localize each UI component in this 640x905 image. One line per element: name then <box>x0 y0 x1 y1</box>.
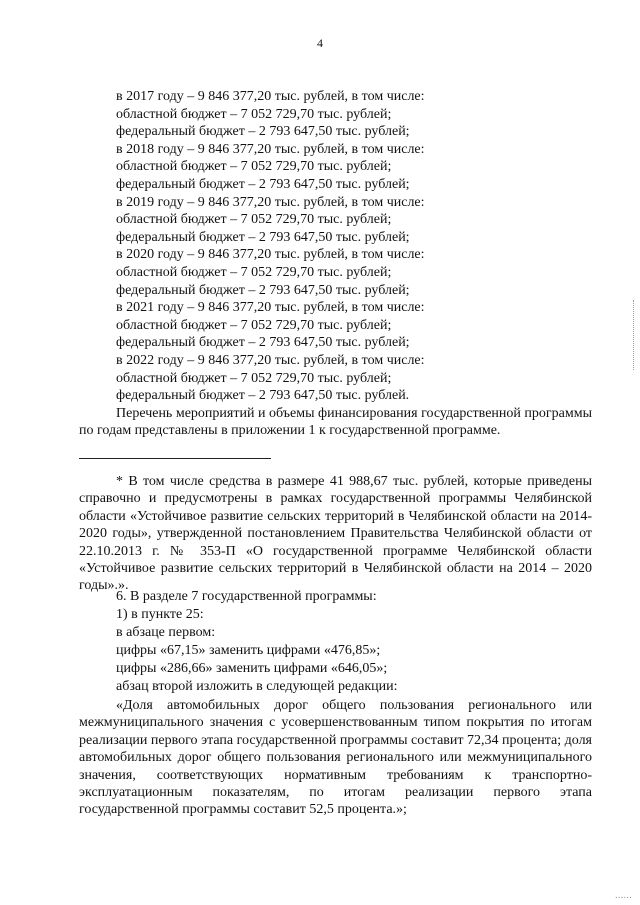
budget-line: областной бюджет – 7 052 729,70 тыс. рублей; <box>116 106 392 122</box>
list-paragraph: Перечень мероприятий и объемы финансирования государственной программы по годам представлены в приложении 1 к государственной программе. <box>79 406 592 439</box>
new-paragraph-text: «Доля автомобильных дорог общего пользования регионального или межмуниципального значения с усовершенствованным типом покрытия по итогам реализации первого этапа государственной программы составит 72,34 процента; доля автомобильных дорог общего пользования регионального или межмуниципального значения, соответствующих нормативным требованиям к транспортно-эксплуатационным показателям, по итогам реализации первого этапа государственной программы составит 52,5 процента.»; <box>79 698 592 818</box>
footnote: * В том числе средства в размере 41 988,67 тыс. рублей, которые приведены справочно и предусмотрены в рамках государственной программы Челябинской области «Устойчивое развитие сельских территорий в Челябинской области на 2014-2020 годы», утвержденной постановлением Правительства Челябинской области от 22.10.2013 г. № 353-П «О государственной программе Челябинской области «Устойчивое развитие сельских территорий в Челябинской области на 2014 – 2020 годы».». <box>79 474 592 594</box>
budget-line: областной бюджет – 7 052 729,70 тыс. рублей; <box>116 159 392 175</box>
margin-scan-mark <box>633 300 634 370</box>
budget-line: федеральный бюджет – 2 793 647,50 тыс. рублей; <box>116 176 410 192</box>
budget-breakdown <box>116 88 556 405</box>
page-number: 4 <box>317 36 323 50</box>
item-intro: 1) в пункте 25: <box>116 607 204 622</box>
corner-mark: ...... <box>614 891 632 901</box>
change-line: цифры «67,15» заменить цифрами «476,85»; <box>116 643 381 658</box>
section-intro: 6. В разделе 7 государственной программы: <box>116 589 377 604</box>
budget-line: в 2020 году – 9 846 377,20 тыс. рублей, в том числе: <box>116 247 425 263</box>
second-paragraph-intro: абзац второй изложить в следующей редакции: <box>116 679 398 694</box>
budget-line: федеральный бюджет – 2 793 647,50 тыс. рублей. <box>116 388 410 404</box>
budget-line: областной бюджет – 7 052 729,70 тыс. рублей; <box>116 370 392 386</box>
budget-line: федеральный бюджет – 2 793 647,50 тыс. рублей; <box>116 229 410 245</box>
budget-line: областной бюджет – 7 052 729,70 тыс. рублей; <box>116 212 392 228</box>
budget-line: в 2018 году – 9 846 377,20 тыс. рублей, в том числе: <box>116 141 425 157</box>
change-line: цифры «286,66» заменить цифрами «646,05»; <box>116 661 388 676</box>
budget-line: областной бюджет – 7 052 729,70 тыс. рублей; <box>116 317 392 333</box>
budget-line: в 2021 году – 9 846 377,20 тыс. рублей, в том числе: <box>116 300 425 316</box>
budget-line: федеральный бюджет – 2 793 647,50 тыс. рублей; <box>116 124 410 140</box>
first-paragraph-intro: в абзаце первом: <box>116 625 216 640</box>
footnote-divider <box>79 458 271 459</box>
budget-line: федеральный бюджет – 2 793 647,50 тыс. рублей; <box>116 335 410 351</box>
budget-line: в 2017 году – 9 846 377,20 тыс. рублей, в том числе: <box>116 89 425 104</box>
budget-line: федеральный бюджет – 2 793 647,50 тыс. рублей; <box>116 282 410 298</box>
budget-line: в 2019 году – 9 846 377,20 тыс. рублей, в том числе: <box>116 194 425 210</box>
budget-line: в 2022 году – 9 846 377,20 тыс. рублей, в том числе: <box>116 352 425 368</box>
budget-line: областной бюджет – 7 052 729,70 тыс. рублей; <box>116 264 392 280</box>
